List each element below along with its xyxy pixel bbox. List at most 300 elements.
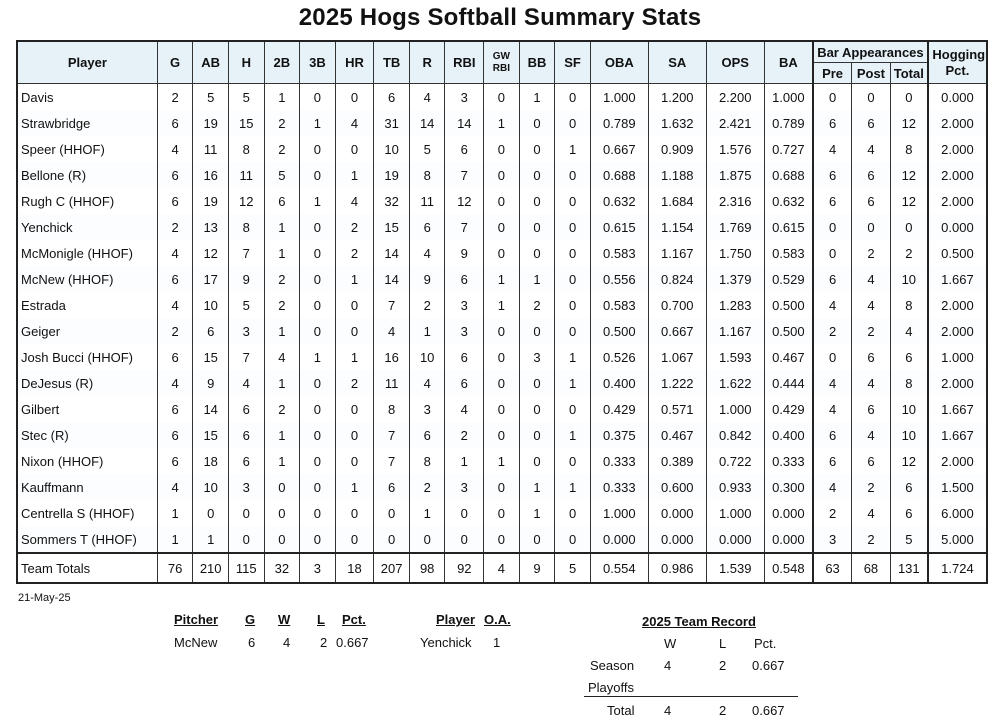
stat-cell: 0 — [484, 526, 520, 553]
stat-cell: 3 — [228, 318, 264, 344]
col-header-tb: TB — [374, 41, 410, 84]
stat-cell: 0.000 — [590, 526, 648, 553]
oa-header-player: Player — [436, 612, 476, 627]
stat-cell: 1.200 — [648, 84, 706, 111]
bar-appearance-cell: 12 — [890, 448, 928, 474]
stat-cell: 19 — [193, 188, 229, 214]
stat-cell: 1.000 — [590, 500, 648, 526]
stat-cell: 18 — [193, 448, 229, 474]
stat-cell: 0.789 — [764, 110, 813, 136]
hogging-pct-cell: 6.000 — [928, 500, 987, 526]
stat-cell: 2.316 — [706, 188, 764, 214]
col-header-h: H — [228, 41, 264, 84]
stat-cell: 0.986 — [648, 553, 706, 583]
stat-cell: 1.000 — [590, 84, 648, 111]
stat-cell: 1 — [193, 526, 229, 553]
stat-cell: 0 — [484, 422, 520, 448]
stat-cell: 1 — [300, 110, 336, 136]
stat-cell: 2.421 — [706, 110, 764, 136]
bar-appearance-cell: 6 — [890, 344, 928, 370]
stat-cell: 4 — [228, 370, 264, 396]
stat-cell: 0.615 — [764, 214, 813, 240]
stat-cell: 0 — [300, 474, 336, 500]
stat-cell: 0 — [300, 526, 336, 553]
stat-cell: 0.909 — [648, 136, 706, 162]
stat-cell: 0 — [300, 292, 336, 318]
stat-cell: 4 — [157, 474, 193, 500]
bar-appearance-cell: 6 — [813, 266, 852, 292]
stat-cell: 3 — [445, 292, 484, 318]
bar-appearance-cell: 12 — [890, 162, 928, 188]
stat-cell: 1 — [300, 188, 336, 214]
table-row — [17, 318, 987, 344]
bar-appearance-cell: 4 — [813, 136, 852, 162]
stat-cell: 0.333 — [590, 474, 648, 500]
hogging-pct-cell: 1.667 — [928, 422, 987, 448]
stat-cell: 2 — [445, 422, 484, 448]
bar-appearance-cell: 8 — [890, 136, 928, 162]
pitcher-header-w: W — [278, 612, 291, 627]
stat-cell: 6 — [264, 188, 300, 214]
stat-cell: 0.700 — [648, 292, 706, 318]
stat-cell: 2 — [409, 292, 445, 318]
stat-cell: 6 — [157, 266, 193, 292]
hogging-pct-cell: 2.000 — [928, 136, 987, 162]
table-row — [17, 396, 987, 422]
stat-cell: 1.622 — [706, 370, 764, 396]
stat-cell: 0 — [300, 240, 336, 266]
stat-cell: 7 — [445, 162, 484, 188]
hogging-pct-cell: 1.724 — [928, 553, 987, 583]
stat-cell: 0 — [193, 500, 229, 526]
stat-cell: 0.300 — [764, 474, 813, 500]
stat-cell: 8 — [409, 448, 445, 474]
stat-cell: 0.632 — [590, 188, 648, 214]
stat-cell: 3 — [228, 474, 264, 500]
col-header-r: R — [409, 41, 445, 84]
stat-cell: 0 — [228, 500, 264, 526]
record-total-l: 2 — [719, 703, 727, 718]
stat-cell: 0.429 — [764, 396, 813, 422]
stat-cell: 1.576 — [706, 136, 764, 162]
stat-cell: 0 — [300, 370, 336, 396]
stat-cell: 0 — [335, 136, 374, 162]
pitcher-header-pct: Pct. — [342, 612, 366, 627]
stat-cell: 3 — [519, 344, 555, 370]
stat-cell: 0 — [484, 500, 520, 526]
oa-value: 1 — [493, 635, 501, 650]
stat-cell: 1 — [555, 370, 591, 396]
stat-cell: 0.667 — [648, 318, 706, 344]
table-row — [17, 448, 987, 474]
player-name: McNew (HHOF) — [17, 266, 157, 292]
bar-appearance-cell: 6 — [852, 162, 891, 188]
pitcher-header-l: L — [317, 612, 325, 627]
stat-cell: 1.684 — [648, 188, 706, 214]
stat-cell: 98 — [409, 553, 445, 583]
stat-cell: 3 — [409, 396, 445, 422]
stat-cell: 7 — [228, 344, 264, 370]
stat-cell: 31 — [374, 110, 410, 136]
table-row — [17, 240, 987, 266]
stats-body — [17, 84, 987, 584]
bar-appearance-cell: 6 — [813, 110, 852, 136]
bar-appearance-cell: 6 — [813, 188, 852, 214]
stat-cell: 6 — [228, 396, 264, 422]
stat-cell: 0 — [555, 318, 591, 344]
stat-cell: 1 — [519, 84, 555, 111]
stat-cell: 3 — [445, 318, 484, 344]
stat-cell: 0 — [555, 240, 591, 266]
stat-cell: 0.667 — [590, 136, 648, 162]
stat-cell: 1.000 — [706, 396, 764, 422]
stat-cell: 0.615 — [590, 214, 648, 240]
stat-cell: 0 — [484, 136, 520, 162]
pitcher-header-pitcher: Pitcher — [174, 612, 219, 627]
stat-cell: 16 — [193, 162, 229, 188]
record-total-label: Total — [607, 703, 635, 718]
stat-cell: 5 — [193, 84, 229, 111]
stat-cell: 0 — [484, 214, 520, 240]
stat-cell: 0 — [300, 396, 336, 422]
col-header-sf: SF — [555, 41, 591, 84]
table-row — [17, 162, 987, 188]
player-name: Nixon (HHOF) — [17, 448, 157, 474]
stat-cell: 0 — [519, 188, 555, 214]
stat-cell: 1.593 — [706, 344, 764, 370]
player-name: Geiger — [17, 318, 157, 344]
stat-cell: 6 — [228, 422, 264, 448]
bar-appearance-cell: 4 — [852, 370, 891, 396]
stat-cell: 4 — [409, 240, 445, 266]
record-season-w: 4 — [664, 658, 672, 673]
stat-cell: 5 — [555, 553, 591, 583]
stat-cell: 0 — [335, 318, 374, 344]
hogging-pct-cell: 2.000 — [928, 188, 987, 214]
stat-cell: 0.722 — [706, 448, 764, 474]
hogging-pct-cell: 1.000 — [928, 344, 987, 370]
col-header-bb: BB — [519, 41, 555, 84]
stat-cell: 0.583 — [590, 240, 648, 266]
stat-cell: 0 — [300, 422, 336, 448]
stat-cell: 207 — [374, 553, 410, 583]
stat-cell: 0 — [264, 526, 300, 553]
record-season-pct: 0.667 — [752, 658, 785, 673]
player-name: DeJesus (R) — [17, 370, 157, 396]
bar-appearance-cell: 2 — [813, 500, 852, 526]
stat-cell: 0 — [335, 396, 374, 422]
stat-cell: 1 — [519, 474, 555, 500]
bar-appearance-cell: 8 — [890, 370, 928, 396]
stat-cell: 19 — [374, 162, 410, 188]
stat-cell: 0 — [555, 526, 591, 553]
stat-cell: 0.500 — [764, 292, 813, 318]
stat-cell: 9 — [228, 266, 264, 292]
stat-cell: 6 — [374, 474, 410, 500]
bar-appearance-cell: 0 — [890, 84, 928, 111]
player-name: Davis — [17, 84, 157, 111]
col-header-hogging-pct — [928, 41, 987, 84]
bar-appearance-cell: 0 — [852, 84, 891, 111]
stat-cell: 0.556 — [590, 266, 648, 292]
stat-cell: 0.824 — [648, 266, 706, 292]
stat-cell: 17 — [193, 266, 229, 292]
stat-cell: 6 — [157, 188, 193, 214]
stat-cell: 2 — [335, 214, 374, 240]
player-name: Speer (HHOF) — [17, 136, 157, 162]
col-header-gw-rbi — [484, 41, 520, 84]
player-name: Centrella S (HHOF) — [17, 500, 157, 526]
stat-cell: 0 — [264, 474, 300, 500]
bar-appearance-cell: 6 — [852, 448, 891, 474]
stat-cell: 6 — [193, 318, 229, 344]
record-season-l: 2 — [719, 658, 727, 673]
stat-cell: 2.200 — [706, 84, 764, 111]
hogging-label: Hogging Pct. — [932, 46, 986, 78]
page-title: 2025 Hogs Softball Summary Stats — [298, 4, 702, 31]
stat-cell: 4 — [445, 396, 484, 422]
bar-appearance-cell: 2 — [852, 474, 891, 500]
hogging-pct-cell: 5.000 — [928, 526, 987, 553]
col-header-hr: HR — [335, 41, 374, 84]
stat-cell: 1 — [335, 162, 374, 188]
stat-cell: 2 — [157, 84, 193, 111]
stat-cell: 0.789 — [590, 110, 648, 136]
stat-cell: 1.067 — [648, 344, 706, 370]
stat-cell: 6 — [409, 214, 445, 240]
stat-cell: 92 — [445, 553, 484, 583]
player-name: Bellone (R) — [17, 162, 157, 188]
stat-cell: 0.000 — [648, 500, 706, 526]
stat-cell: 6 — [228, 448, 264, 474]
stat-cell: 0 — [300, 266, 336, 292]
stat-cell: 0 — [335, 84, 374, 111]
stat-cell: 6 — [445, 266, 484, 292]
stat-cell: 14 — [445, 110, 484, 136]
stat-cell: 0 — [555, 500, 591, 526]
stat-cell: 5 — [228, 292, 264, 318]
stat-cell: 6 — [445, 136, 484, 162]
stat-cell: 2 — [264, 110, 300, 136]
table-row — [17, 84, 987, 111]
hogging-pct-cell: 0.500 — [928, 240, 987, 266]
stat-cell: 7 — [374, 448, 410, 474]
stat-cell: 1.632 — [648, 110, 706, 136]
bar-appearance-cell: 12 — [890, 110, 928, 136]
table-row — [17, 292, 987, 318]
stat-cell: 0.632 — [764, 188, 813, 214]
bar-appearance-cell: 10 — [890, 396, 928, 422]
stat-cell: 1.750 — [706, 240, 764, 266]
stat-cell: 4 — [157, 292, 193, 318]
stat-cell: 6 — [157, 162, 193, 188]
stat-cell: 3 — [300, 553, 336, 583]
stat-cell: 0.842 — [706, 422, 764, 448]
col-header-ba: BA — [764, 41, 813, 84]
bar-appearance-cell: 6 — [852, 188, 891, 214]
bar-appearance-cell: 4 — [852, 136, 891, 162]
stat-cell: 0 — [409, 526, 445, 553]
stat-cell: 0.548 — [764, 553, 813, 583]
stat-cell: 0 — [555, 292, 591, 318]
bar-appearance-cell: 68 — [852, 553, 891, 583]
bar-appearance-cell: 0 — [813, 214, 852, 240]
stat-cell: 0 — [555, 448, 591, 474]
stat-cell: 7 — [374, 292, 410, 318]
col-header-ab: AB — [193, 41, 229, 84]
stat-cell: 1 — [264, 422, 300, 448]
stat-cell: 0.467 — [764, 344, 813, 370]
stat-cell: 14 — [409, 110, 445, 136]
col-header-ops: OPS — [706, 41, 764, 84]
stat-cell: 1 — [555, 474, 591, 500]
bar-appearance-cell: 6 — [813, 422, 852, 448]
stat-cell: 1.154 — [648, 214, 706, 240]
record-total-w: 4 — [664, 703, 672, 718]
stat-cell: 0.389 — [648, 448, 706, 474]
stat-cell: 4 — [409, 370, 445, 396]
stat-cell: 1 — [335, 474, 374, 500]
bar-appearance-cell: 0 — [852, 214, 891, 240]
record-total-pct: 0.667 — [752, 703, 785, 718]
stat-cell: 0 — [335, 448, 374, 474]
stat-cell: 1 — [409, 318, 445, 344]
table-row — [17, 188, 987, 214]
stat-cell: 0 — [484, 474, 520, 500]
col-header-total: Total — [890, 63, 928, 84]
stat-cell: 0 — [300, 84, 336, 111]
stat-cell: 1.000 — [764, 84, 813, 111]
player-name: Josh Bucci (HHOF) — [17, 344, 157, 370]
stat-cell: 0.933 — [706, 474, 764, 500]
stat-cell: 0 — [519, 448, 555, 474]
stat-cell: 32 — [374, 188, 410, 214]
stat-cell: 0.429 — [590, 396, 648, 422]
stat-cell: 0 — [264, 500, 300, 526]
bar-appearance-cell: 131 — [890, 553, 928, 583]
stat-cell: 1 — [157, 500, 193, 526]
stat-cell: 0 — [228, 526, 264, 553]
stat-cell: 0 — [519, 136, 555, 162]
record-playoffs-label: Playoffs — [588, 680, 635, 695]
record-header-pct: Pct. — [754, 636, 777, 651]
bar-appearance-cell: 5 — [890, 526, 928, 553]
bar-appearance-cell: 10 — [890, 266, 928, 292]
stat-cell: 4 — [157, 370, 193, 396]
bar-appearance-cell: 0 — [813, 344, 852, 370]
stat-cell: 0 — [555, 110, 591, 136]
player-name: Stec (R) — [17, 422, 157, 448]
col-header-bar-appearances: Bar Appearances — [813, 41, 928, 63]
col-header-g: G — [157, 41, 193, 84]
player-name: Gilbert — [17, 396, 157, 422]
stat-cell: 0 — [484, 188, 520, 214]
stat-cell: 15 — [193, 344, 229, 370]
player-name: Sommers T (HHOF) — [17, 526, 157, 553]
hogging-pct-cell: 2.000 — [928, 370, 987, 396]
stat-cell: 0 — [555, 266, 591, 292]
stat-cell: 8 — [228, 214, 264, 240]
stat-cell: 5 — [228, 84, 264, 111]
stat-cell: 0 — [484, 318, 520, 344]
stat-cell: 6 — [157, 422, 193, 448]
stat-cell: 16 — [374, 344, 410, 370]
pitcher-g: 6 — [248, 635, 256, 650]
stat-cell: 4 — [484, 553, 520, 583]
stat-cell: 0 — [374, 500, 410, 526]
stat-cell: 9 — [193, 370, 229, 396]
stat-cell: 0.000 — [764, 500, 813, 526]
stat-cell: 1 — [264, 84, 300, 111]
stat-cell: 8 — [374, 396, 410, 422]
stat-cell: 1 — [484, 266, 520, 292]
bar-appearance-cell: 6 — [890, 500, 928, 526]
player-name: McMonigle (HHOF) — [17, 240, 157, 266]
stat-cell: 0 — [484, 84, 520, 111]
col-header-3b: 3B — [300, 41, 336, 84]
stat-cell: 0 — [300, 162, 336, 188]
stat-cell: 10 — [193, 292, 229, 318]
stat-cell: 12 — [228, 188, 264, 214]
col-header-oba: OBA — [590, 41, 648, 84]
bar-appearance-cell: 0 — [813, 84, 852, 111]
table-row — [17, 110, 987, 136]
stat-cell: 2 — [264, 396, 300, 422]
stat-cell: 7 — [228, 240, 264, 266]
bar-appearance-cell: 0 — [813, 240, 852, 266]
bar-appearance-cell: 6 — [813, 162, 852, 188]
stat-cell: 0 — [335, 526, 374, 553]
stat-cell: 2 — [264, 266, 300, 292]
table-row — [17, 500, 987, 526]
hogging-pct-cell: 1.500 — [928, 474, 987, 500]
gw-rbi-label: GW RBI — [492, 50, 510, 74]
player-name: Strawbridge — [17, 110, 157, 136]
player-name: Estrada — [17, 292, 157, 318]
stat-cell: 2 — [335, 240, 374, 266]
stat-cell: 13 — [193, 214, 229, 240]
stat-cell: 6 — [374, 84, 410, 111]
stat-cell: 0 — [519, 526, 555, 553]
stat-cell: 0.727 — [764, 136, 813, 162]
stat-cell: 0.000 — [706, 526, 764, 553]
stat-cell: 6 — [445, 370, 484, 396]
table-row — [17, 526, 987, 553]
hogging-pct-cell: 1.667 — [928, 266, 987, 292]
record-divider — [584, 696, 798, 697]
bar-appearance-cell: 8 — [890, 292, 928, 318]
pitcher-l: 2 — [320, 635, 328, 650]
stat-cell: 1 — [157, 526, 193, 553]
pitcher-name: McNew — [174, 635, 218, 650]
stat-cell: 15 — [228, 110, 264, 136]
bar-appearance-cell: 4 — [813, 370, 852, 396]
stat-cell: 6 — [157, 396, 193, 422]
bar-appearance-cell: 4 — [852, 292, 891, 318]
stats-table — [16, 40, 988, 584]
bar-appearance-cell: 6 — [852, 396, 891, 422]
stat-cell: 0 — [555, 396, 591, 422]
stat-cell: 0 — [555, 84, 591, 111]
stat-cell: 0 — [555, 162, 591, 188]
stat-cell: 1 — [555, 136, 591, 162]
pitcher-w: 4 — [283, 635, 291, 650]
stat-cell: 10 — [193, 474, 229, 500]
record-season-label: Season — [590, 658, 635, 673]
stat-cell: 7 — [374, 422, 410, 448]
bar-appearance-cell: 10 — [890, 422, 928, 448]
stat-cell: 210 — [193, 553, 229, 583]
